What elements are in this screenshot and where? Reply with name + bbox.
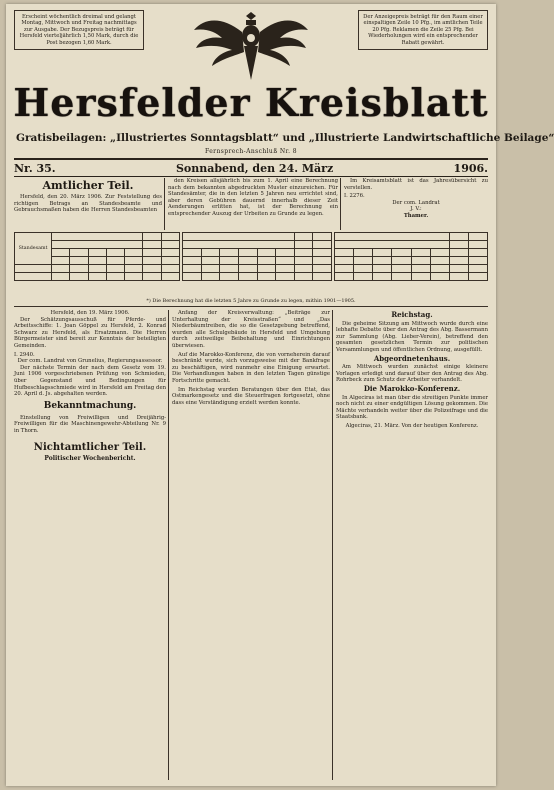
advertising-notice: Der Anzeigepreis beträgt für den Raum einer einspaltigen Zeile 10 Pfg., im amtlichen Teile 20 Pfg. Reklamen die Zeile 25 Pfg. Bei Wiederholungen wird ein entsprechender Rabatt gewährt.: [358, 10, 488, 50]
article-text: In Algeciras ist man über die streitigen Punkte immer noch nicht zu einer endgültigen Lösung gekommen. Die Mächte verhandeln weiter über die Polizeifrage und die Staatsbank.: [336, 394, 488, 421]
column-middle: [172, 310, 330, 780]
signature-line-1: Der com. Landrat: [392, 199, 440, 206]
dateline: [14, 158, 488, 177]
section-title: Nichtamtlicher Teil.: [33, 441, 147, 453]
section-title: Die Marokko-Konferenz.: [363, 383, 461, 393]
article-text: Der nächste Termin der nach dem Gesetz vom 19. Juni 1906 vorgeschriebenen Prüfung von Schmieden, über Gegenstand und Bedingungen für Hufbeschlagsschmiede wird in Hersfeld am Freitag den 20. April d. Js. abgehalten werden.: [14, 364, 166, 398]
article-date: Hersfeld, den 19. März 1906.: [50, 310, 130, 316]
issue-number: Nr. 35.: [14, 161, 56, 175]
section-title: Bekanntmachung.: [43, 400, 137, 411]
section-title: Reichstag.: [391, 310, 433, 319]
eagle-emblem-icon: [192, 6, 310, 84]
article-text: Im Reichstag wurden Beratungen über den Etat, das Ostmarkengesetz und die Steuerfragen fortgesetzt, ohne dass eine Verständigung erzielt werden konnte.: [172, 386, 330, 406]
phone-line: Fernsprech-Anschluß Nr. 8: [205, 148, 297, 155]
article-text: Im Kreisamtsblatt ist das Jahresübersicht zu verstellen.: [344, 178, 488, 191]
article-heading: Politischer Wochenbericht.: [44, 454, 136, 462]
article-text: Einstellung von Freiwilligen und Dreijährig-Freiwilligen für die Maschinengewehr-Abteilung Nr. 9 in Thorn.: [14, 414, 166, 434]
signature-line-2: J. V.:: [410, 206, 422, 213]
reference-number: I. 2940.: [14, 351, 35, 358]
subtitle: Gratisbeilagen: „Illustriertes Sonntagsblatt“ und „Illustrierte Landwirtschaftliche Beilage“: [16, 132, 554, 144]
table-label: Standesamt: [15, 233, 52, 265]
subscription-notice: Erscheint wöchentlich dreimal und gelangt Montag, Mittwoch und Freitag nachmittags zur Ausgabe. Der Bezugspreis beträgt für Hersfeld vierteljährlich 1,50 Mark, durch die Post bezogen 1,60 Mark.: [14, 10, 144, 50]
column-right: [336, 310, 488, 780]
article-text: Hersfeld, den 20. März 1906. Zur Feststellung des richtigen Betrags an Standesbeamte und Gebrauchsmaßen haben die Herren Standesbeamten: [14, 194, 162, 214]
issue-date: Sonnabend, den 24. März: [175, 161, 334, 175]
article-text: Die geheime Sitzung am Mittwoch wurde durch eine lebhafte Debatte über den Antrag des Abg. Bassermann zur Sammlung (Abg. Lieber-Verein), betreffend den gesamten gesetzlichen Termin zur politischen Versammlungen und öffentlichen Ordnung, ausgefüllt.: [336, 320, 488, 353]
newspaper-page: [6, 4, 554, 786]
signature-name: Thamer.: [403, 212, 429, 219]
article-text: den Kreisen allsjährlich bis zum 1. April eine Berechnung nach dem bekannten abgedruckten Muster einzureichen. Für Standesämter, die in den letzten 5 Jahren neu errichtet sind, aber deren Gebühren dauernd innerhalb dieser Zeit Aenderungen erlitten hat, ist der Berechnung ein entsprechender Auszug der Urbeiten zu Grunde zu legen.: [168, 178, 338, 217]
article-text: Auf die Marokko-Konferenz, die von vorneherein darauf beschränkt wurde, sich vorzugsweise mit der Bankfrage zu beschäftigen, wird nunmehr eine Einigung erwartet. Die Verhandlungen haben in den letzten Tagen günstige Fortschritte gemacht.: [172, 351, 330, 384]
issue-year: 1906.: [453, 161, 488, 175]
table-footnote: *) Die Berechnung hat die letzten 5 Jahre zu Grunde zu legen, mithin 1901—1905.: [146, 298, 356, 304]
article-text: Der Schätzungsausschuß für Pferde- und Arbeitsschiffe: 1. Joan Göppel zu Hersfeld, 2. Konrad Schwarz zu Hersfeld, als Ersatzmann. Die Herren Bürgermeister sind bereit zur Kenntnis der beteiligten Gemeinden.: [14, 316, 166, 349]
official-right: [344, 178, 488, 224]
article-text: Am Mittwoch wurden zunächst einige kleinere Vorlagen erledigt und darauf über den Antrag des Abg. Rohrbeck zum Schutz der Arbeiter verhandelt.: [336, 364, 488, 384]
statistics-table-left: [14, 232, 180, 281]
masthead-title: Hersfelder Kreisblatt: [13, 80, 489, 125]
section-title: Amtlicher Teil.: [42, 179, 134, 192]
reference-number: I. 2276.: [344, 193, 365, 200]
statistics-table-middle: [182, 232, 332, 281]
section-title: Abgeordnetenhaus.: [373, 353, 451, 363]
statistics-table-right: [334, 232, 488, 281]
signature: Der com. Landrat von Grunelius, Regierungsassessor.: [17, 358, 163, 365]
article-dateline: Algeciras, 21. März. Von der heutigen Konferenz.: [345, 422, 479, 429]
column-left: [14, 310, 166, 780]
article-text: Anfang der Kreisverwaltung: „Beiträge zur Unterhaltung der Kreisstraßen“ und „Das Niederbäumtreiben, die so die Gesetzgebung betreffend, wurden alle Schulgebäude in Hersfeld und Umgebung durch zeitweilige Beibehaltung und Einrichtungen überwiesen.: [172, 310, 330, 349]
official-continued: [168, 178, 338, 226]
